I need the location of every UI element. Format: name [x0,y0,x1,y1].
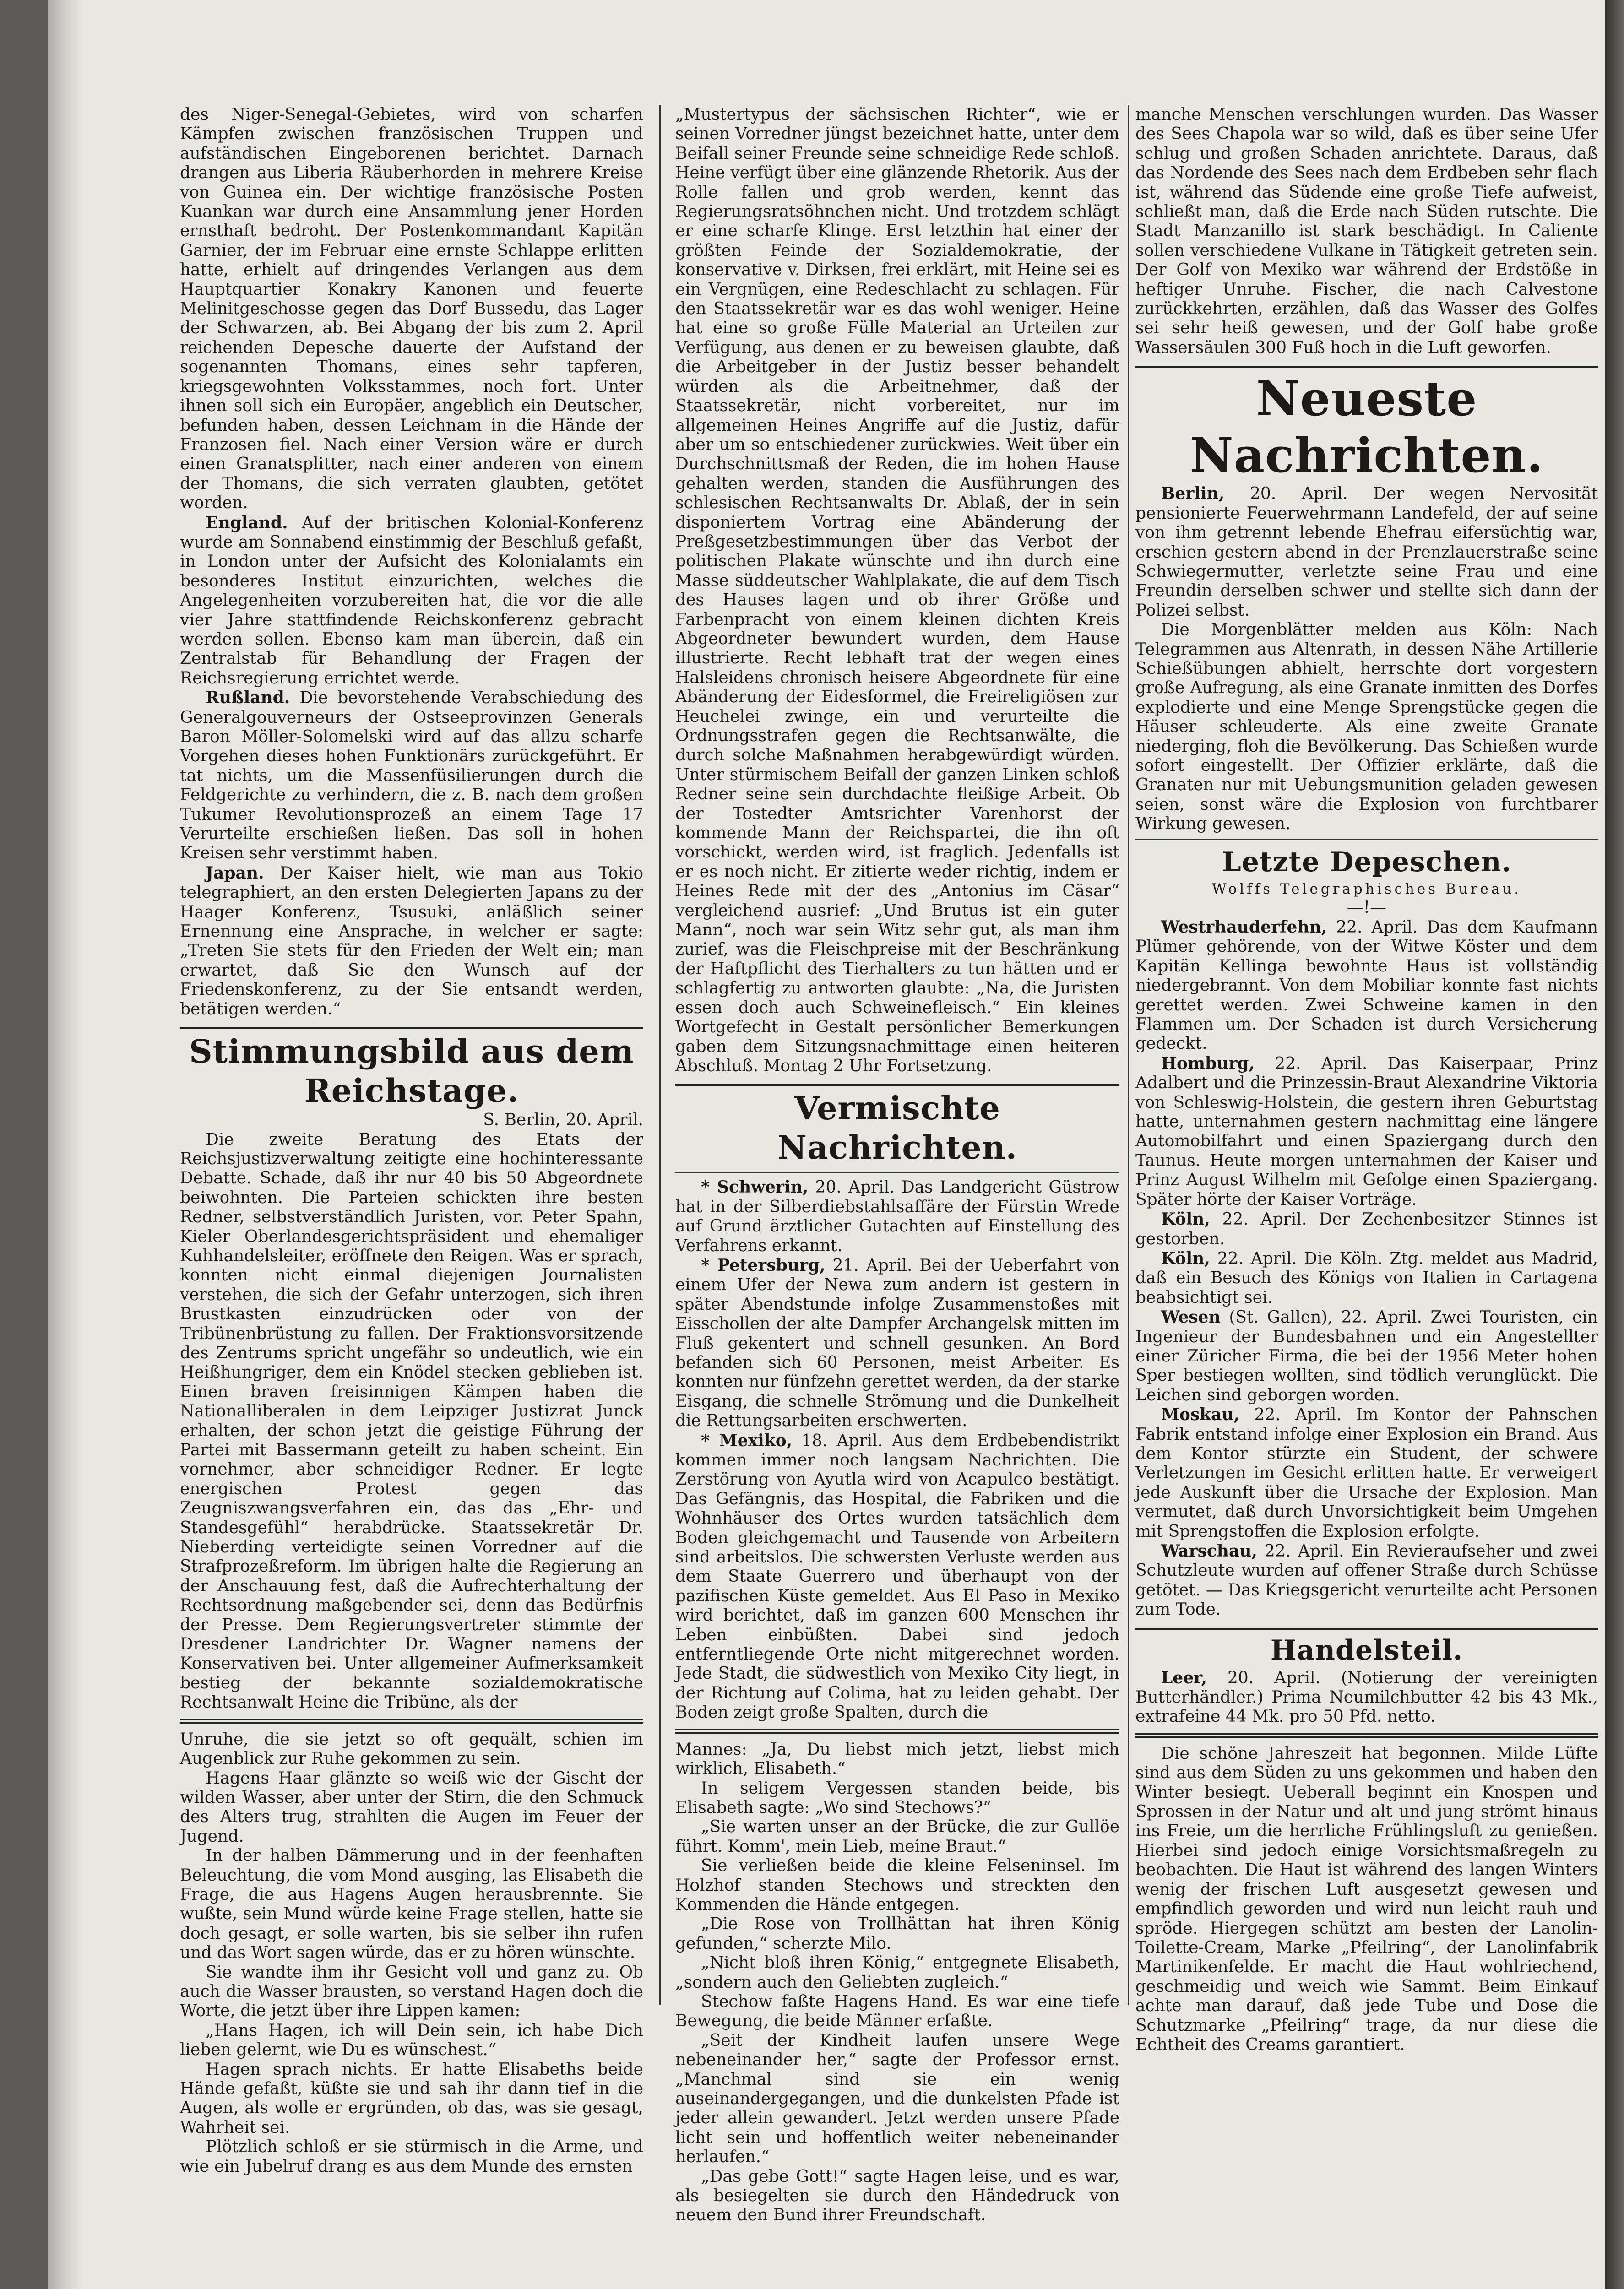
article-paragraph [180,688,643,863]
article-text: (St. Gallen), 22. April. Zwei Touristen, ein Ingenieur der Bundesbahnen und ein Angestellter einer Züricher Firma, die bei der 1956 Meter hohen Sper bestiegen wollten, sind tödlich verunglückt. Die Leichen sind geborgen worden. [1135,1308,1598,1405]
feuilleton-divider [675,1729,1119,1734]
divider [1135,1628,1598,1630]
headline-vermischte: Vermischte Nachrichten. [777,1089,1017,1167]
story-text: „Die Rose von Trollhättan hat ihren König gefunden,“ scherzte Milo. [675,1915,1119,1953]
article-text: 21. April. Bei der Ueberfahrt von einem Ufer der Newa zum andern ist gestern in später Abendstunde infolge Zusammenstoßes mit Eisschollen der alte Dampfer Archangelsk mitten im Fluß gekentert und schnell gesunken. An Bord befanden sich 60 Personen, meist Arbeiter. Es konnten nur fünfzehn gerettet werden, da der starke Eisgang, die schnelle Strömung und die Dunkelheit die Rettungsarbeiten erschwerten. [675,1256,1120,1431]
article-paragraph [1135,1054,1598,1210]
story-text: In seligem Vergessen standen beide, bis Elisabeth sagte: „Wo sind Stechows?“ [675,1779,1119,1817]
article-paragraph [1135,1210,1598,1249]
story-text: „Sie warten unser an der Brücke, die zur Gullöe führt. Komm', mein Lieb, meine Braut.“ [675,1817,1119,1856]
article-paragraph [180,863,643,1019]
story-text: In der halben Dämmerung und in der feenhaften Beleuchtung, die vom Mond ausging, las Elisabeth die Frage, die aus Hagens Augen herausbrennte. Sie wußte, sein Mund würde keine Frage stellen, hatte sie doch gesagt, er solle warten, bis sie selber ihn rufen und das Wort sagen würde, das er zu hören wünschte. [180,1846,643,1963]
article-paragraph [1135,484,1598,620]
divider [675,1172,1119,1173]
headline-reichstag: Stimmungsbild aus dem Reichstage. [189,1032,634,1110]
story-text: „Das gebe Gott!“ sagte Hagen leise, und es war, als besiegelten sie durch den Händedruck von neuem den Bund ihrer Freundschaft. [675,2167,1119,2225]
dateline: S. Berlin, 20. April. [483,1111,643,1130]
place-label: Berlin, [1161,484,1225,504]
article-paragraph [1135,1249,1598,1307]
article-paragraph [180,513,643,689]
story-text: Plötzlich schloß er sie stürmisch in die Arme, und wie ein Jubelruf drang es aus dem Munde des ernsten [180,2137,643,2176]
article-text: 22. April. Das Kaiserpaar, Prinz Adalbert und die Prinzessin-Braut Alexandrine Viktoria von Schleswig-Holstein, die gestern ihren Geburtstag hatte, unternahmen gestern nachmittag eine längere Automobilfahrt und einen Spaziergang durch den Taunus. Heute morgen unternahmen der Kaiser und Prinz August Wilhelm mit Gefolge einen Spaziergang. Später hörte der Kaiser Vorträge. [1135,1054,1598,1209]
subheadline: Wolffs Telegraphisches Bureau. [1211,880,1522,897]
story-text: „Seit der Kindheit laufen unsere Wege nebeneinander her,“ sagte der Professor ernst. „Manchmal sind sie ein wenig auseinandergegangen, und die dunkelsten Pfade ist jeder allein gewandert. Jetzt werden unsere Pfade licht sein und hoffentlich weiter nebeneinander herlaufen.“ [675,2031,1119,2167]
article-paragraph [675,1256,1119,1431]
divider [180,1027,643,1029]
story-text: Hagen sprach nichts. Er hatte Elisabeths beide Hände gefaßt, küßte sie und sah ihr dann tief in die Augen, als wolle er ergründen, ob das, was sie gesagt, Wahrheit sei. [180,2060,643,2137]
place-label: * Petersburg, [701,1255,826,1275]
article-text: 22. April. Der Zechenbesitzer Stinnes ist gestorben. [1135,1210,1598,1248]
article-text: 22. April. Ein Revieraufseher und zwei Schutzleute wurden auf offener Straße durch Schüsse getötet. — Das Kriegsgericht verurteilte acht Personen zum Tode. [1135,1542,1598,1619]
place-label: Leer, [1161,1668,1207,1687]
story-text: Sie wandte ihm ihr Gesicht voll und ganz zu. Ob auch die Wasser brausten, so verstand Hagen doch die Worte, die jetzt über ihre Lippen kamen: [180,1963,643,2021]
advertisement-text: Die schöne Jahreszeit hat begonnen. Milde Lüfte sind aus dem Süden zu uns gekommen und haben den Winter besiegt. Ueberall beginnt ein Knospen und Sprossen in der Natur und alt und jung strömt hinaus ins Freie, um die herrliche Frühlingsluft zu genießen. Hierbei sind jedoch einige Vorsichtsmaßregeln zu beobachten. Die Haut ist während des langen Winters wenig der frischen Luft ausgesetzt gewesen und empfindlich geworden und wird nun leicht rauh und spröde. Hiergegen schützt am besten der Lanolin-Toilette-Cream, Marke „Pfeilring“, der Lanolinfabrik Martinikenfelde. Er macht die Haut wohlriechend, geschmeidig und weich wie Sammt. Beim Einkauf achte man darauf, daß jede Tube und Dose die Schutzmarke „Pfeilring“ trage, da nur diese die Echtheit des Creams garantiert. [1135,1744,1598,2054]
place-label: Moskau, [1161,1405,1240,1425]
headline-handel: Handelsteil. [1270,1634,1463,1666]
article-text: 22. April. Im Kontor der Pahnschen Fabrik entstand infolge einer Explosion ein Brand. Aus dem Kontor stürzte ein Student, der schwere Verletzungen im Gesicht erlitten hatte. Er verweigert jede Auskunft über die Ursache der Explosion. Man vermutet, daß durch Unvorsichtigkeit beim Umgehen mit Sprengstoffen die Explosion erfolgte. [1135,1405,1598,1541]
article-text: Die bevorstehende Verabschiedung des Generalgouverneurs der Ostseeprovinzen Generals Baron Möller-Solomelski wird auf das allzu scharfe Vorgehen dieses hohen Funktionärs zurückgeführt. Er tat nichts, um die Massenfüsilierungen durch die Feldgerichte zu verhindern, die z. B. nach dem großen Tukumer Revolutionsprozeß an einem Tage 17 Verurteilte erschießen ließen. Das soll in hohen Kreisen sehr verstimmt haben. [180,689,643,863]
article-text: des Niger-Senegal-Gebietes, wird von scharfen Kämpfen zwischen französischen Truppen und aufständischen Eingeborenen berichtet. Darnach drangen aus Liberia Räuberhorden in mehrere Kreise von Guinea ein. Der wichtige französische Posten Kuankan war durch eine Ansammlung jener Horden ernsthaft bedroht. Der Postenkommandant Kapitän Garnier, der im Februar eine ernste Schlappe erlitten hatte, erhielt auf dringendes Verlangen aus dem Hauptquartier Konakry Kanonen und feuerte Melinitgeschosse gegen das Dorf Bussedu, das Lager der Schwarzen, ab. Bei Abgang der bis zum 2. April reichenden Depesche dauerte der Aufstand der sogenannten Thomans, eines sehr tapferen, kriegsgewohnten Volksstammes, noch fort. Unter ihnen soll sich ein Europäer, angeblich ein Deutscher, befunden haben, dessen Leichnam in die Hände der Franzosen fiel. Nach einer Version wäre er durch einen Granatsplitter, nach einer anderen von einem der Thomans, die sich verraten glaubten, getötet worden. [180,105,643,513]
section-label: Japan. [206,863,264,883]
article-text: Der Kaiser hielt, wie man aus Tokio telegraphiert, an den ersten Delegierten Japans zu der Haager Konferenz, Tsusuki, anläßlich seiner Ernennung eine Ansprache, in welcher er sagte: „Treten Sie stets für den Frieden der Welt ein; man erwartet, daß Sie den Wunsch auf der Friedenskonferenz, zu der Sie entsandt werden, betätigen werden.“ [180,863,643,1019]
article-text: manche Menschen verschlungen wurden. Das Wasser des Sees Chapola war so wild, daß es über seine Ufer schlug und großen Schaden anrichtete. Daraus, daß das Nordende des Sees nach dem Erdbeben sehr flach ist, während das Südende eine große Tiefe aufweist, schließt man, daß die Erde nach Süden rutschte. Die Stadt Manzanillo ist stark beschädigt. In Caliente sollen verschiedene Vulkane in Tätigkeit getreten sein. Der Golf von Mexiko war während der Erdstöße in heftiger Unruhe. Fischer, die nach Calvestone zurückkehrten, erzählen, daß das Wasser des Golfes sei sehr heiß gewesen, und der Golf habe große Wassersäulen 300 Fuß hoch in die Luft geworfen. [1135,105,1598,357]
place-label: Wesen [1161,1307,1221,1327]
story-text: Hagens Haar glänzte so weiß wie der Gischt der wilden Wasser, aber unter der Stirn, die den Schmuck des Alters trug, strahlten die Augen im Feuer der Jugend. [180,1768,643,1846]
story-text: Mannes: „Ja, Du liebst mich jetzt, liebst mich wirklich, Elisabeth.“ [675,1740,1119,1779]
place-label: Köln, [1161,1210,1210,1229]
article-paragraph [675,1177,1119,1256]
column-2 [675,105,1120,2225]
article-text: Auf der britischen Kolonial-Konferenz wurde am Sonnabend einstimmig der Beschluß gefaßt, in London unter der Aufsicht des Kolonialamts ein besonderes Institut einzurichten, welches die Angelegenheiten vorzubereiten hat, die vor die alle vier Jahre stattfindende Reichskonferenz gebracht werden sollen. Ebenso kam man überein, daß ein Zentralstab für Behandlung der Fragen der Reichsregierung errichtet werde. [180,513,643,688]
separator: —!— [1347,898,1387,917]
place-label: Homburg, [1161,1053,1255,1073]
story-text: Unruhe, die sie jetzt so oft gequält, schien im Augenblick zur Ruhe gekommen zu sein. [180,1730,643,1768]
divider [1135,366,1598,368]
article-paragraph [1135,917,1598,1054]
divider [675,1084,1119,1086]
section-label: England. [206,513,288,532]
article-paragraph [1135,1668,1598,1727]
article-text: 20. April. Das Landgericht Güstrow hat in der Silberdiebstahlsaffäre der Fürstin Wrede auf Grund ärztlicher Gutachten auf Einstellung des Verfahrens erkannt. [675,1178,1119,1255]
article-text: 20. April. (Notierung der vereinigten Butterhändler.) Prima Neumilchbutter 42 bis 43 Mk., extrafeine 44 Mk. pro 50 Pfd. netto. [1135,1668,1598,1726]
column-divider [659,105,661,2005]
headline-neueste: Neueste Nachrichten. [1189,370,1544,484]
book-spine-shadow [48,0,80,2289]
article-text: Die zweite Beratung des Etats der Reichsjustizverwaltung zeitigte eine hochinteressante Debatte. Schade, daß ihr nur 40 bis 50 Abgeordnete beiwohnten. Die Parteien schickten ihre besten Redner, selbstverständlich Juristen, vor. Peter Spahn, Kieler Oberlandesgerichtspräsident und ehemaliger Kuhhandelsleiter, eröffnete den Reigen. Was er sprach, konnten nicht einmal diejenigen Journalisten verstehen, die sich der Gefahr unterzogen, sich ihren Brustkasten einzudrücken oder von der Tribünenbrüstung zu fallen. Der Fraktionsvorsitzende des Zentrums spricht ungefähr so undeutlich, wie ein Heißhungriger, dem ein Knödel stecken geblieben ist. Einen braven freisinnigen Kämpen haben die Nationalliberalen in dem Leipziger Justizrat Junck erhalten, der schon jetzt die geistige Führung der Partei mit Bassermann geteilt zu haben scheint. Ein vornehmer, aber schneidiger Redner. Er legte energischen Protest gegen das Zeugniszwangsverfahren ein, das das „Ehr- und Standesgefühl“ herabdrücke. Staatssekretär Dr. Nieberding verteidigte seinen Vorredner auf die Strafprozeßreform. Im übrigen halte die Regierung an der Anschauung fest, daß die Aufrechterhaltung der Rechtsordnung maßgebender sei, denn das Bedürfnis der Presse. Dem Regierungsvertreter stimmte der Dresdener Landrichter Dr. Wagner namens der Konservativen bei. Unter allgemeiner Aufmerksamkeit bestieg der bekannte sozialdemokratische Rechtsanwalt Heine die Tribüne, als der [180,1130,643,1712]
article-text: „Mustertypus der sächsischen Richter“, wie er seinen Vorredner jüngst bezeichnet hatte, unter dem Beifall seiner Freunde seine schneidige Rede schloß. Heine verfügt über eine glänzende Rhetorik. Aus der Rolle fallen und grob werden, kennt das Regierungsratsöhnchen nicht. Und trotzdem schlägt er eine scharfe Klinge. Erst letzthin hat einer der größten Feinde der Sozialdemokratie, der konservative v. Dirksen, frei erklärt, mit Heine sei es ein Vergnügen, eine Redeschlacht zu schlagen. Für den Staatssekretär war es das wohl weniger. Heine hat eine so große Fülle Material an Urteilen zur Verfügung, aus denen er zu beweisen glaubte, daß die Arbeitgeber in der Justiz besser behandelt würden als die Arbeitnehmer, daß der Staatssekretär, nicht vorbereitet, nur im allgemeinen Heines Angriffe auf die Justiz, dafür aber um so entschiedener zurückwies. Weit über ein Durchschnittsmaß der Reden, die im hohen Hause gehalten werden, standen die Ausführungen des schlesischen Rechtsanwalts Dr. Ablaß, der in sein disponiertem Vortrag eine Abänderung der Preßgesetzbestimmungen über das Verbot der politischen Plakate wünschte und ihn durch eine Masse süddeutscher Wahlplakate, die auf dem Tisch des Hauses lagen und ob ihrer Größe und Farbenpracht von einem kleinen dichten Kreis Abgeordneter bewundert wurden, dem Hause illustrierte. Recht lebhaft trat der wegen eines Halsleidens chronisch heisere Abgeordnete für eine Abänderung der Eidesformel, die Freireligiösen zur Heuchelei zwinge, ein und verurteilte die Ordnungsstrafen gegen die Rechtsanwälte, die durch solche Maßnahmen herabgewürdigt würden. Unter stürmischem Beifall der ganzen Linken schloß Redner seine sein durchdachte fleißige Arbeit. Ob der Tostedter Amtsrichter Varenhorst der kommende Mann der Reichspartei, die ihn oft vorschickt, werden wird, ist fraglich. Jedenfalls ist er es noch nicht. Er zitierte weder richtig, indem er Heines Rede mit der des „Antonius im Cäsar“ vergleichend ausrief: „Und Brutus ist ein guter Mann“, noch war sein Witz sehr gut, als man ihm zurief, was die Fleischpreise mit der Beschränkung der Haftpflicht des Tierhalters zu tun hätten und er schlagfertig zu antworten glaubte: „Na, die Juristen essen doch auch Schweinefleisch.“ Ein kleines Wortgefecht in Gestalt persönlicher Bemerkungen gaben dem Sitzungsnachmittage einen heiteren Abschluß. Montag 2 Uhr Fortsetzung. [675,105,1119,1075]
article-text: 20. April. Der wegen Nervosität pensionierte Feuerwehrmann Landefeld, der auf seine von ihm getrennt lebende Ehefrau eifersüchtig war, erschien gestern abend in der Prenzlauerstraße seine Schwiegermutter, verletzte seine Frau und eine Freundin derselben schwer und stellte sich dann der Polizei selbst. [1135,484,1598,620]
column-1 [180,105,643,2176]
place-label: * Schwerin, [701,1177,809,1197]
section-label: Rußland. [206,688,290,708]
column-3 [1135,105,1598,2054]
article-text: 18. April. Aus dem Erdbebendistrikt kommen immer noch langsam Nachrichten. Die Zerstörung von Ayutla wird von Acapulco bestätigt. Das Gefängnis, das Hospital, die Fabriken und die Wohnhäuser des Ortes wurden tatsächlich dem Boden gleichgemacht und Tausende von Arbeitern sind arbeitslos. Die schwersten Verluste werden aus dem Staate Guerrero und überhaupt von der pazifischen Küste gemeldet. Aus El Paso in Mexiko wird berichtet, daß im ganzen 600 Menschen ihr Leben einbüßten. Dabei sind jedoch entferntliegende Orte nicht mitgerechnet worden. Jede Stadt, die südwestlich von Mexiko City liegt, in der Richtung auf Colima, hat zu leiden gehabt. Der Boden zeigt große Spalten, durch die [675,1431,1119,1722]
place-label: Warschau, [1161,1541,1257,1561]
place-label: * Mexiko, [701,1431,793,1450]
column-divider [1128,105,1129,2005]
headline-depeschen: Letzte Depeschen. [1222,846,1512,878]
place-label: Westrhauderfehn, [1161,917,1327,937]
article-paragraph [1135,1541,1598,1620]
story-text: „Hans Hagen, ich will Dein sein, ich habe Dich lieben gelernt, wie Du es wünschest.“ [180,2021,643,2060]
divider [1135,1733,1598,1738]
story-text: Sie verließen beide die kleine Felseninsel. Im Holzhof standen Stechows und streckten den Kommenden die Hände entgegen. [675,1856,1119,1914]
article-paragraph [1135,1405,1598,1541]
article-paragraph [675,1431,1119,1723]
place-label: Köln, [1161,1248,1210,1268]
article-text: Die Morgenblätter melden aus Köln: Nach Telegrammen aus Altenrath, in dessen Nähe Artillerie Schießübungen abhielt, herrschte dort vorgestern große Aufregung, als eine Granate inmitten des Dorfes explodierte und eine Menge Sprengstücke gegen die Häuser schleuderte. Als eine zweite Granate niederging, floh die Bevölkerung. Das Schießen wurde sofort eingestellt. Der Offizier erklärte, daß die Granaten nur mit Uebungsmunition geladen gewesen seien, sonst wäre die Explosion von furchtbarer Wirkung gewesen. [1135,620,1598,834]
feuilleton-divider [180,1719,643,1724]
article-text: 22. April. Die Köln. Ztg. meldet aus Madrid, daß ein Besuch des Königs von Italien in Cartagena beabsichtigt sei. [1135,1249,1598,1307]
article-text: 22. April. Das dem Kaufmann Plümer gehörende, von der Witwe Köster und dem Kapitän Kellinga bewohnte Haus ist vollständig niedergebrannt. Von dem Mobiliar konnte fast nichts gerettet werden. Zwei Schweine kamen in den Flammen um. Der Schaden ist durch Versicherung gedeckt. [1135,918,1598,1053]
story-text: „Nicht bloß ihren König,“ entgegnete Elisabeth, „sondern auch den Geliebten zugleich.“ [675,1953,1119,1992]
story-text: Stechow faßte Hagens Hand. Es war eine tiefe Bewegung, die beide Männer erfaßte. [675,1992,1119,2031]
article-paragraph [1135,1307,1598,1405]
divider [1135,839,1598,840]
page-edge [1605,0,1624,2289]
